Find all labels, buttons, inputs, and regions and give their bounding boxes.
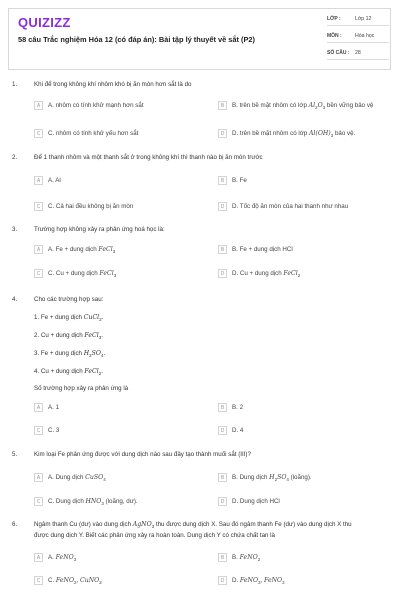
text-part: (loãng, dư). xyxy=(103,498,138,505)
answer-option-a[interactable] xyxy=(34,552,200,564)
text-part: (loãng). xyxy=(288,474,312,481)
question-number: 4. xyxy=(12,296,18,303)
text-part: bảo vệ. xyxy=(333,130,356,137)
option-text xyxy=(232,498,400,506)
chem-formula: Al(OH) xyxy=(308,130,331,137)
question-text: Để 1 thanh nhôm và một thanh sắt ở trong không khí thì thanh nào bị ăn mòn trước xyxy=(34,154,263,161)
option-text xyxy=(48,404,218,412)
text-part: 3. Fe + dung dịch xyxy=(34,350,84,357)
chem-subscript: 3 xyxy=(98,335,102,341)
option-text xyxy=(232,554,400,563)
chem-formula: HNO xyxy=(85,498,102,505)
answer-option-b[interactable] xyxy=(218,402,384,414)
chem-formula: FeCl xyxy=(99,270,114,277)
answer-option-d[interactable] xyxy=(218,425,384,437)
answer-option-b[interactable] xyxy=(218,472,384,484)
text-part: D. 4 xyxy=(232,427,244,434)
chem-formula: H xyxy=(83,350,90,357)
chem-subscript: 3 xyxy=(258,580,261,586)
text-part: A. Dung dịch xyxy=(48,474,86,481)
option-text xyxy=(48,270,218,279)
option-text xyxy=(48,474,218,483)
chem-subscript: 2 xyxy=(74,580,77,586)
meta-label: MÔN : xyxy=(327,33,342,39)
text-part: . xyxy=(103,350,106,357)
answer-option-d[interactable] xyxy=(218,128,384,140)
answer-option-c[interactable] xyxy=(34,425,200,437)
question-line xyxy=(34,350,386,359)
option-text xyxy=(48,203,218,211)
chem-subscript: 2 xyxy=(98,371,102,377)
option-letter-badge: B xyxy=(218,101,227,110)
chem-subscript: 2 xyxy=(99,317,102,323)
text-part: 2. Cu + dung dịch xyxy=(34,332,85,339)
text-part: C. Cu + dung dịch xyxy=(48,270,100,277)
option-letter-badge: A xyxy=(34,553,43,562)
text-part: A. 1 xyxy=(48,404,60,411)
chem-subscript: 2 xyxy=(282,580,285,586)
text-part: . xyxy=(101,368,103,375)
answer-option-a[interactable] xyxy=(34,175,200,187)
text-part: C. 3 xyxy=(48,427,60,434)
option-text xyxy=(48,577,218,586)
chem-formula: FeNO xyxy=(239,554,258,561)
text-part: , xyxy=(260,577,264,584)
option-text xyxy=(48,177,218,185)
option-text xyxy=(232,203,400,211)
text-part: 4. Cu + dung dịch xyxy=(34,368,85,375)
chem-formula: CuCl xyxy=(83,314,100,321)
meta-value: Hóa học xyxy=(355,33,375,39)
question-number: 5. xyxy=(12,451,18,458)
option-letter-badge: D xyxy=(218,269,227,278)
text-part: A. Fe + dung dịch xyxy=(48,246,99,253)
chem-formula: FeNO xyxy=(55,577,75,584)
question-line xyxy=(34,368,386,377)
text-part: C. xyxy=(48,577,56,584)
text-part: bền vững bảo vệ xyxy=(325,102,374,109)
chem-subscript: 4 xyxy=(100,353,104,359)
option-letter-badge: D xyxy=(218,202,227,211)
worksheet-title: 58 câu Trắc nghiệm Hóa 12 (có đáp án): Bài tập lý thuyết về sắt (P2) xyxy=(18,35,255,44)
answer-option-b[interactable] xyxy=(218,100,384,112)
option-letter-badge: D xyxy=(218,426,227,435)
chem-formula: CuSO xyxy=(85,474,104,481)
text-part: A. Al xyxy=(48,177,61,184)
chem-subscript: 2 xyxy=(89,353,92,359)
option-letter-badge: D xyxy=(218,576,227,585)
text-part: A. nhôm có tính khử mạnh hơn sắt xyxy=(48,102,144,109)
option-text xyxy=(232,102,400,111)
option-letter-badge: A xyxy=(34,245,43,254)
option-letter-badge: A xyxy=(34,473,43,482)
text-part: . xyxy=(101,314,104,321)
option-text xyxy=(48,102,218,110)
answer-option-d[interactable] xyxy=(218,496,384,508)
option-text xyxy=(232,577,400,586)
chem-subscript: 4 xyxy=(286,477,289,483)
question-line xyxy=(34,385,386,393)
text-part: , xyxy=(76,577,80,584)
option-letter-badge: C xyxy=(34,576,43,585)
answer-option-c[interactable] xyxy=(34,128,200,140)
option-text xyxy=(48,246,218,255)
chem-subscript: 4 xyxy=(103,477,106,483)
text-part: B. Fe xyxy=(232,177,247,184)
question-line xyxy=(34,314,386,323)
chem-formula: FeCl xyxy=(84,332,99,339)
text-part: B. 2 xyxy=(232,404,244,411)
text-part: D. Dung dịch HCl xyxy=(232,498,280,505)
chem-subscript: 3 xyxy=(330,133,334,139)
answer-option-c[interactable] xyxy=(34,201,200,213)
chem-formula: FeNO xyxy=(239,577,259,584)
text-part: D. xyxy=(232,577,240,584)
meta-label: SỐ CÂU : xyxy=(327,50,350,56)
text-part: B. Fe + dung dịch HCl xyxy=(232,246,293,253)
question-line xyxy=(34,532,386,540)
chem-formula: AgNO xyxy=(132,521,152,528)
text-part: 1. Fe + dung dịch xyxy=(34,314,84,321)
question-number: 6. xyxy=(12,521,18,528)
question-text: Trường hợp không xảy ra phản ứng hoá học là: xyxy=(34,226,165,233)
chem-formula: SO xyxy=(277,474,287,481)
meta-value: Lớp 12 xyxy=(355,16,372,22)
chem-formula: FeNO xyxy=(55,554,74,561)
answer-option-a[interactable] xyxy=(34,244,200,256)
chem-formula: SO xyxy=(91,350,101,357)
option-text xyxy=(232,427,400,435)
option-text xyxy=(232,130,400,139)
question-text: Khi để trong không khí nhôm khó bị ăn mòn hơn sắt là do xyxy=(34,81,192,88)
answer-option-a[interactable] xyxy=(34,100,200,112)
question-text: Cho các trường hợp sau: xyxy=(34,296,104,303)
text-part: D. Cu + dung dịch xyxy=(232,270,284,277)
meta-divider xyxy=(327,42,389,43)
option-letter-badge: B xyxy=(218,473,227,482)
answer-option-c[interactable] xyxy=(34,575,200,587)
chem-subscript: 3 xyxy=(113,273,117,279)
chem-subscript: 2 xyxy=(274,477,278,483)
question-text: Kim loại Fe phản ứng được với dung dịch nào sau đây tạo thành muối sắt (III)? xyxy=(34,451,251,458)
option-text xyxy=(232,474,400,483)
option-letter-badge: C xyxy=(34,497,43,506)
chem-subscript: 3 xyxy=(101,501,104,507)
option-letter-badge: A xyxy=(34,101,43,110)
text-part: B. trên bề mặt nhôm có lớp xyxy=(232,102,309,109)
chem-subscript: 3 xyxy=(73,557,77,563)
chem-formula: Al xyxy=(308,102,316,109)
answer-option-a[interactable] xyxy=(34,472,200,484)
answer-option-d[interactable] xyxy=(218,575,384,587)
option-text xyxy=(48,498,218,507)
option-text xyxy=(232,246,400,254)
option-letter-badge: D xyxy=(218,497,227,506)
answer-option-b[interactable] xyxy=(218,244,384,256)
text-part: C. Dung dịch xyxy=(48,498,86,505)
text-part: C. nhôm có tính khử yếu hơn sắt xyxy=(48,130,139,137)
option-letter-badge: B xyxy=(218,176,227,185)
option-text xyxy=(48,130,218,138)
chem-formula: FeCl xyxy=(98,246,113,253)
option-letter-badge: A xyxy=(34,176,43,185)
meta-row-subject xyxy=(327,30,387,44)
meta-row-count xyxy=(327,47,387,61)
text-part: thu được dung dịch X. Sau đó ngâm thanh Fe (dư) vào dung dịch X thu xyxy=(154,521,352,528)
meta-value: 28 xyxy=(355,50,361,56)
answer-option-c[interactable] xyxy=(34,268,200,280)
meta-divider xyxy=(327,25,389,26)
question-line xyxy=(34,521,386,530)
option-letter-badge: B xyxy=(218,245,227,254)
option-letter-badge: B xyxy=(218,553,227,562)
quizizz-logo: QUIZIZZ xyxy=(18,15,71,30)
option-letter-badge: B xyxy=(218,403,227,412)
chem-subscript: 3 xyxy=(322,105,326,111)
option-letter-badge: C xyxy=(34,202,43,211)
chem-subscript: 2 xyxy=(257,557,261,563)
chem-formula: FeCl xyxy=(283,270,298,277)
text-part: D. trên bề mặt nhôm có lớp xyxy=(232,130,309,137)
meta-row-grade xyxy=(327,13,387,27)
text-part: B. Dung dịch xyxy=(232,474,270,481)
option-text xyxy=(232,404,400,412)
option-text xyxy=(48,427,218,435)
answer-option-c[interactable] xyxy=(34,496,200,508)
answer-option-b[interactable] xyxy=(218,175,384,187)
answer-option-d[interactable] xyxy=(218,201,384,213)
text-part: . xyxy=(101,332,103,339)
worksheet-header xyxy=(8,8,391,70)
question-number: 3. xyxy=(12,226,18,233)
worksheet-meta xyxy=(327,9,392,69)
option-text xyxy=(232,177,400,185)
meta-divider xyxy=(327,59,389,60)
question-number: 1. xyxy=(12,81,18,88)
text-part: Ngâm thanh Cu (dư) vào dung dịch xyxy=(34,521,133,528)
text-part: A. xyxy=(48,554,56,561)
chem-formula: H xyxy=(269,474,275,481)
option-letter-badge: C xyxy=(34,129,43,138)
text-part: C. Cả hai đều không bị ăn mòn xyxy=(48,203,134,210)
text-part: được dung dịch Y. Biết các phản ứng xảy ra hoàn toàn. Dung dịch Y có chứa chất tan là xyxy=(34,532,275,539)
chem-subscript: 2 xyxy=(297,273,301,279)
text-part: Số trường hợp xảy ra phản ứng là xyxy=(34,385,129,392)
chem-subscript: 2 xyxy=(315,105,318,111)
chem-subscript: 2 xyxy=(99,580,102,586)
chem-formula: FeCl xyxy=(84,368,99,375)
option-text xyxy=(48,554,218,563)
chem-formula: O xyxy=(317,102,323,109)
chem-formula: CuNO xyxy=(80,577,100,584)
option-text xyxy=(232,270,400,279)
text-part: D. Tốc độ ăn mòn của hai thanh như nhau xyxy=(232,203,349,210)
chem-subscript: 3 xyxy=(112,249,116,255)
chem-subscript: 3 xyxy=(151,524,155,530)
option-letter-badge: C xyxy=(34,426,43,435)
option-letter-badge: D xyxy=(218,129,227,138)
answer-option-a[interactable] xyxy=(34,402,200,414)
answer-option-b[interactable] xyxy=(218,552,384,564)
option-letter-badge: C xyxy=(34,269,43,278)
question-number: 2. xyxy=(12,154,18,161)
chem-formula: FeNO xyxy=(264,577,283,584)
meta-label: LỚP : xyxy=(327,16,341,22)
text-part: B. xyxy=(232,554,240,561)
answer-option-d[interactable] xyxy=(218,268,384,280)
question-line xyxy=(34,332,386,341)
option-letter-badge: A xyxy=(34,403,43,412)
